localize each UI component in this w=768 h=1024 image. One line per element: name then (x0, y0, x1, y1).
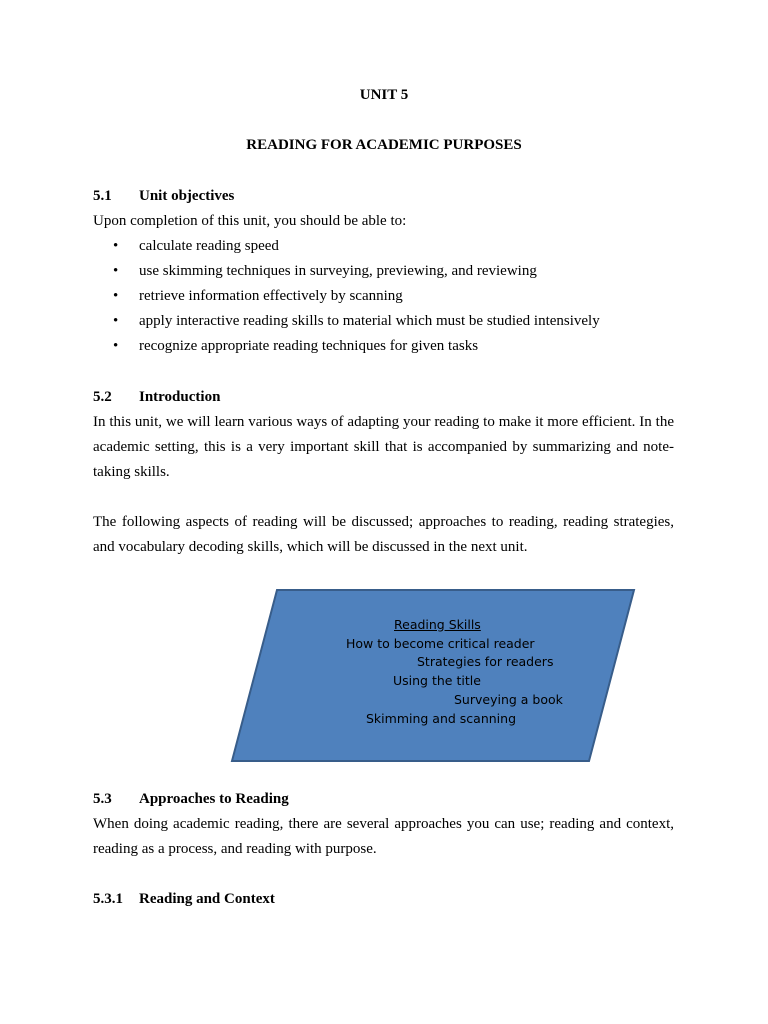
objective-text: apply interactive reading skills to material which must be studied intensively (139, 313, 600, 329)
bullet-icon: • (113, 338, 119, 354)
diagram-title: Reading Skills (394, 617, 481, 632)
section-5-3-number: 5.3 (93, 791, 112, 807)
bullet-icon: • (113, 238, 119, 254)
unit-title: UNIT 5 (359, 87, 409, 103)
diagram-line: How to become critical reader (346, 636, 535, 651)
section-5-3-1-number: 5.3.1 (93, 891, 123, 907)
introduction-paragraph-1: In this unit, we will learn various ways of adapting your reading to make it more efficient. In the academic setting, this is a very important skill that is accompanied by summarizing and note-taking skills. (93, 414, 674, 480)
objective-text: retrieve information effectively by scanning (139, 288, 403, 304)
diagram-line: Strategies for readers (417, 654, 554, 669)
objective-text: calculate reading speed (139, 238, 279, 254)
section-5-1-number: 5.1 (93, 188, 112, 204)
bullet-icon: • (113, 263, 119, 279)
bullet-icon: • (113, 313, 119, 329)
section-5-3-1-heading: Reading and Context (139, 891, 275, 907)
section-5-3-heading: Approaches to Reading (139, 791, 289, 807)
bullet-icon: • (113, 288, 119, 304)
introduction-paragraph-2: The following aspects of reading will be discussed; approaches to reading, reading strategies, and vocabulary decoding skills, which will be discussed in the next unit. (93, 514, 674, 555)
diagram-line: Surveying a book (454, 692, 563, 707)
diagram-line: Using the title (393, 673, 481, 688)
section-5-1-heading: Unit objectives (139, 188, 235, 204)
section-5-2-number: 5.2 (93, 389, 112, 405)
objective-text: use skimming techniques in surveying, previewing, and reviewing (139, 263, 537, 279)
main-title: READING FOR ACADEMIC PURPOSES (246, 137, 522, 153)
objective-text: recognize appropriate reading techniques for given tasks (139, 338, 479, 354)
approaches-paragraph: When doing academic reading, there are several approaches you can use; reading and context, reading as a process, and reading with purpose. (93, 816, 674, 857)
objectives-intro: Upon completion of this unit, you should be able to: (93, 213, 407, 229)
diagram-line: Skimming and scanning (366, 711, 517, 726)
section-5-2-heading: Introduction (139, 389, 221, 405)
